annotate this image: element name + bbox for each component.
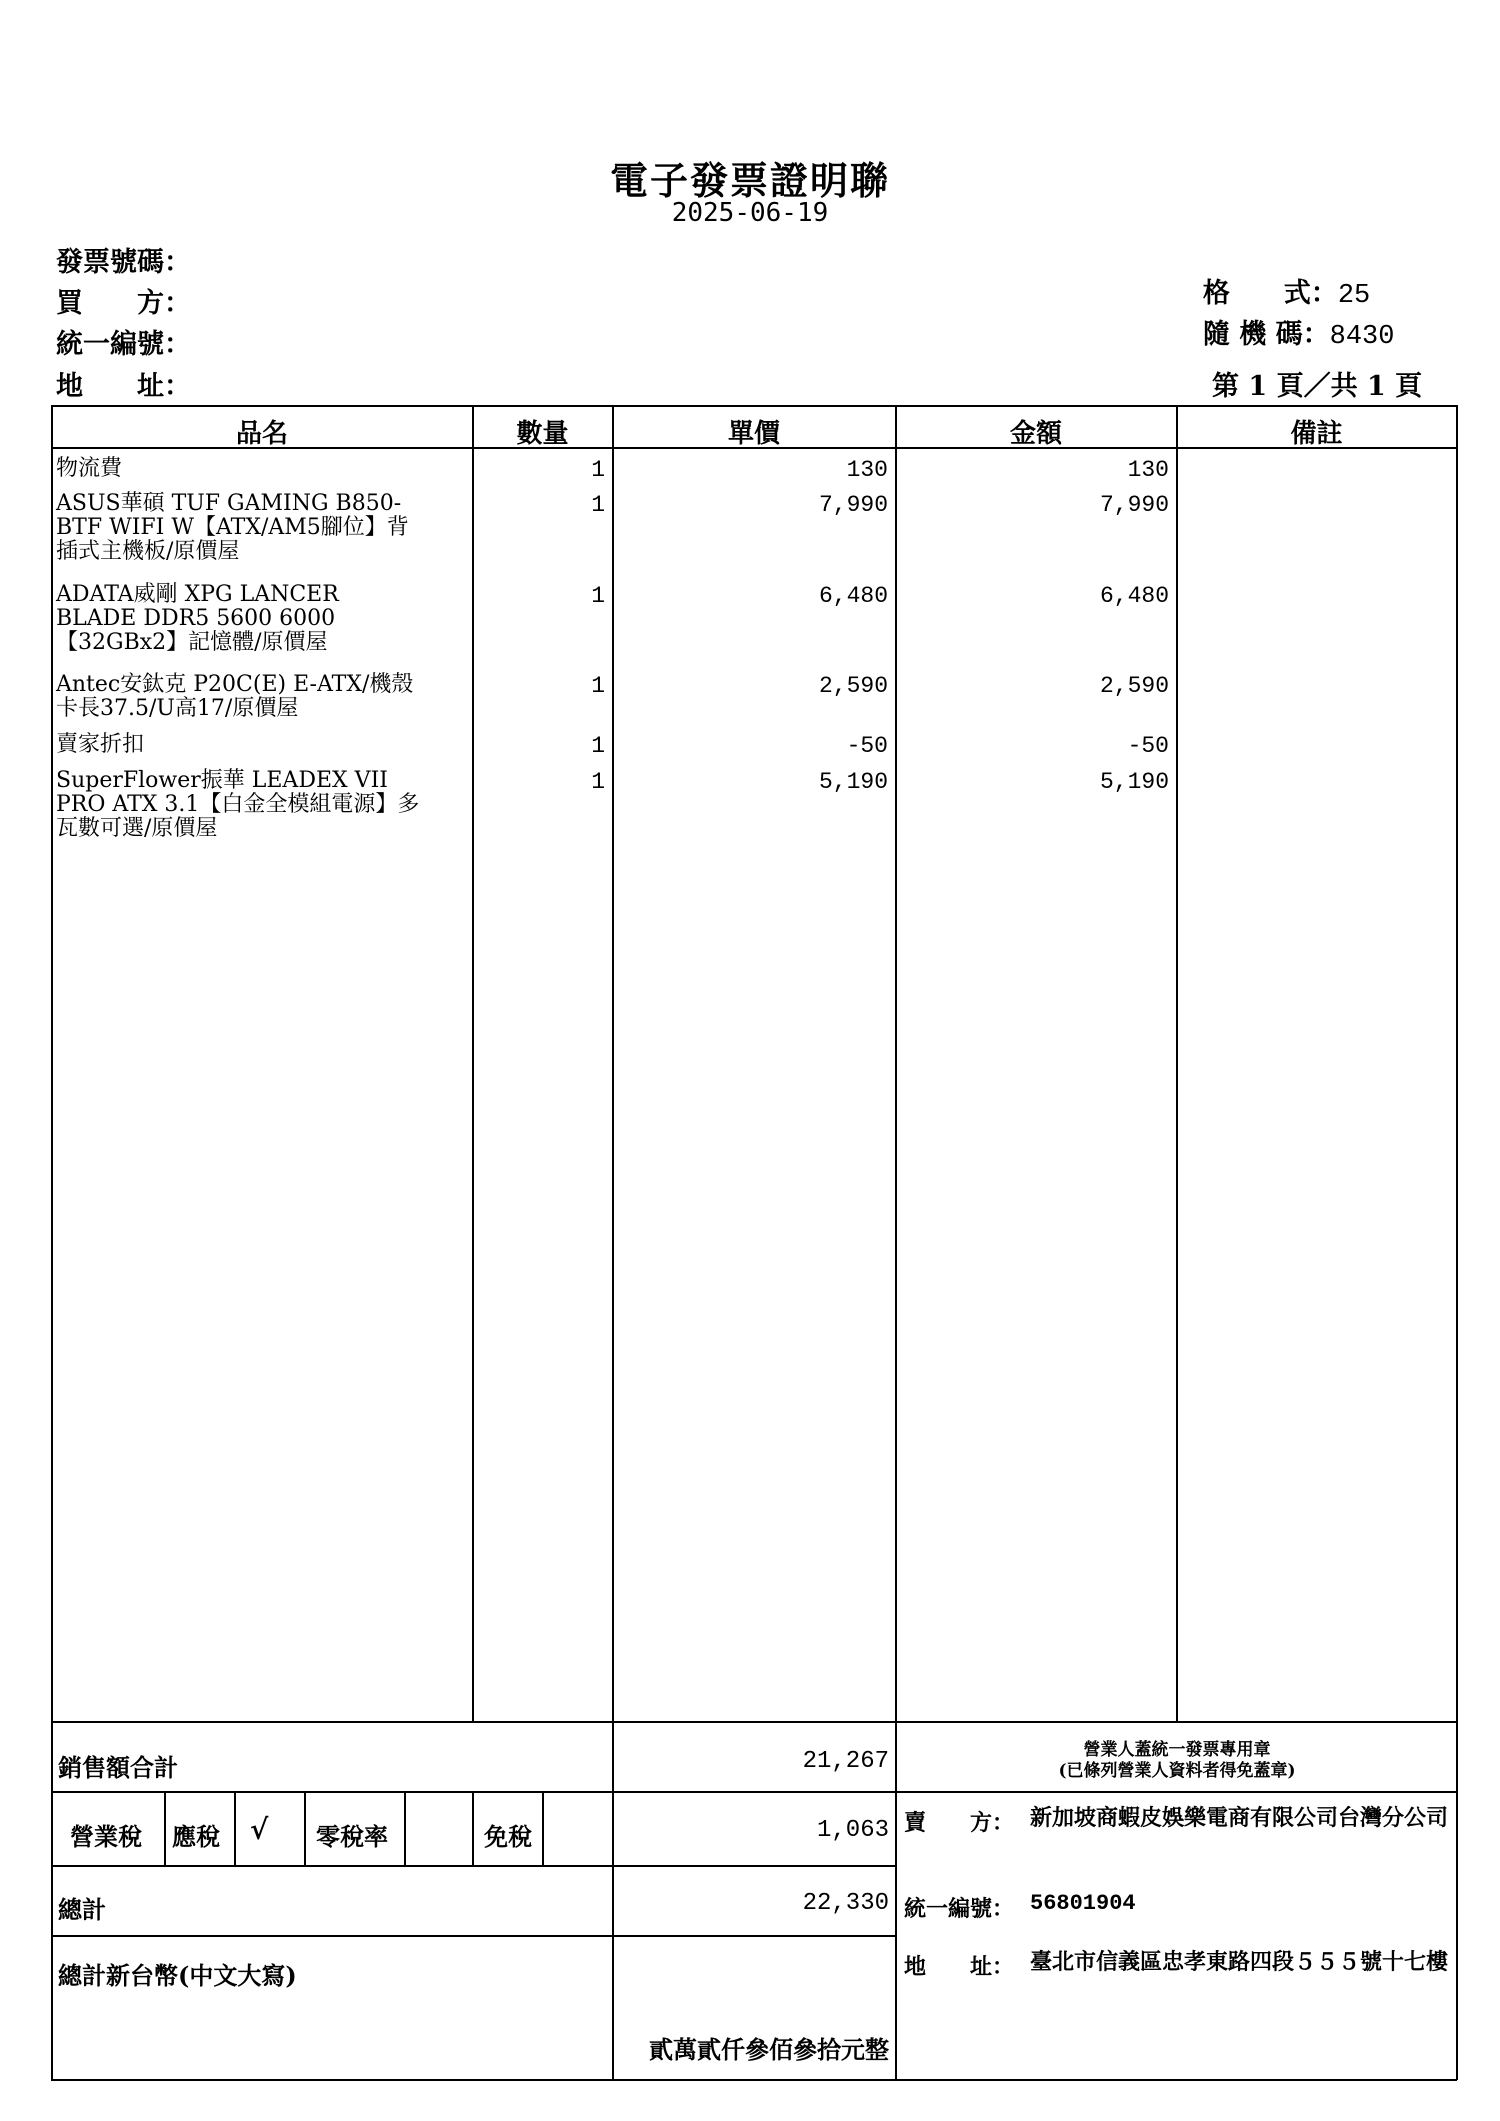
item-unit-price: 6,480 — [818, 583, 888, 609]
chinese-total-label: 總計新台幣(中文大寫) — [58, 1961, 297, 1990]
chinese-total-value: 貳萬貳仟參佰參拾元整 — [649, 2035, 889, 2064]
item-amount: -50 — [1127, 733, 1169, 759]
sales-total-label: 銷售額合計 — [58, 1753, 178, 1782]
zero-rate-label: 零稅率 — [316, 1822, 388, 1851]
invoice-date: 2025-06-19 — [671, 198, 829, 228]
seller-tax-id-label: 統一編號： — [904, 1896, 1015, 1922]
buyer-label: 買 方： — [56, 288, 191, 319]
seller-tax-id: 56801904 — [1030, 1891, 1136, 1916]
tax-divider-2 — [234, 1791, 236, 1866]
tax-divider-3 — [304, 1791, 306, 1866]
stamp-line-1: 營業人蓋統一發票專用章 — [1083, 1740, 1271, 1760]
summary-line-3 — [51, 1865, 896, 1867]
item-unit-price: 130 — [846, 457, 888, 483]
item-name: ADATA威剛 XPG LANCER BLADE DDR5 5600 6000【32GBx2】記憶體/原價屋 — [56, 582, 339, 655]
table-border-top — [51, 405, 1457, 407]
tax-divider-1 — [164, 1791, 166, 1866]
summary-top-line — [51, 1721, 1457, 1723]
col-divider-4 — [1176, 405, 1178, 1722]
stamp-line-2: (已條列營業人資料者得免蓋章) — [1058, 1761, 1296, 1781]
stamp-note — [896, 1740, 1458, 1782]
sales-total-value: 21,267 — [802, 1748, 889, 1775]
seller-address-label: 地 址： — [904, 1954, 1015, 1980]
taxable-label: 應稅 — [172, 1822, 220, 1851]
tax-divider-4 — [404, 1791, 406, 1866]
grand-total-label: 總計 — [58, 1895, 106, 1924]
invoice-number-label: 發票號碼： — [56, 247, 191, 278]
table-border-bottom — [51, 2079, 1457, 2081]
page-info: 第 1 頁／共 1 頁 — [1212, 371, 1423, 402]
tax-divider-6 — [542, 1791, 544, 1866]
item-name: ASUS華碩 TUF GAMING B850-BTF WIFI W【ATX/AM5腳位】背插式主機板/原價屋 — [56, 491, 409, 564]
document-title: 電子發票證明聯 — [609, 158, 890, 203]
col-header-qty: 數量 — [516, 419, 569, 449]
summary-line-2 — [51, 1791, 1457, 1793]
item-name: 物流費 — [56, 456, 123, 481]
col-header-unit-price: 單價 — [727, 419, 780, 449]
col-divider-3 — [895, 405, 897, 2079]
item-amount: 7,990 — [1099, 492, 1169, 518]
tax-free-label: 免稅 — [484, 1822, 532, 1851]
item-unit-price: 2,590 — [818, 673, 888, 699]
seller-name: 新加坡商蝦皮娛樂電商有限公司台灣分公司 — [1030, 1805, 1449, 1831]
item-amount: 2,590 — [1099, 673, 1169, 699]
table-border-left — [51, 405, 53, 2080]
item-qty: 1 — [591, 583, 605, 609]
item-name: SuperFlower振華 LEADEX VII PRO ATX 3.1【白金全模組電源】多瓦數可選/原價屋 — [56, 768, 420, 841]
tax-divider-5 — [472, 1791, 474, 1866]
item-amount: 130 — [1127, 457, 1169, 483]
random-code-field — [1184, 281, 1394, 352]
tax-id-label: 統一編號： — [56, 329, 191, 360]
item-qty: 1 — [591, 769, 605, 795]
tax-amount-value: 1,063 — [816, 1817, 889, 1844]
item-qty: 1 — [591, 673, 605, 699]
item-amount: 6,480 — [1099, 583, 1169, 609]
random-code-value: 8430 — [1329, 322, 1395, 352]
seller-address: 臺北市信義區忠孝東路四段５５５號十七樓 — [1030, 1949, 1449, 1975]
item-amount: 5,190 — [1099, 769, 1169, 795]
format-label: 格 式： — [1202, 278, 1338, 309]
table-border-right — [1456, 405, 1458, 2080]
item-qty: 1 — [591, 492, 605, 518]
summary-line-4 — [51, 1935, 896, 1937]
item-qty: 1 — [591, 733, 605, 759]
item-unit-price: 7,990 — [818, 492, 888, 518]
col-header-name: 品名 — [235, 419, 288, 449]
taxable-check-mark: √ — [250, 1813, 269, 1846]
col-header-remark: 備註 — [1290, 419, 1343, 449]
item-unit-price: -50 — [846, 733, 888, 759]
item-name: Antec安鈦克 P20C(E) E-ATX/機殼卡長37.5/U高17/原價屋 — [56, 672, 414, 721]
address-label: 地 址： — [56, 371, 191, 402]
grand-total-value: 22,330 — [802, 1890, 889, 1917]
random-code-label: 隨 機 碼： — [1202, 319, 1330, 350]
item-name: 賣家折扣 — [56, 732, 145, 757]
tax-type-label: 營業稅 — [70, 1822, 142, 1851]
col-header-amount: 金額 — [1009, 419, 1062, 449]
format-value: 25 — [1337, 281, 1371, 311]
seller-label: 賣 方： — [904, 1810, 1015, 1836]
item-unit-price: 5,190 — [818, 769, 888, 795]
item-qty: 1 — [591, 457, 605, 483]
